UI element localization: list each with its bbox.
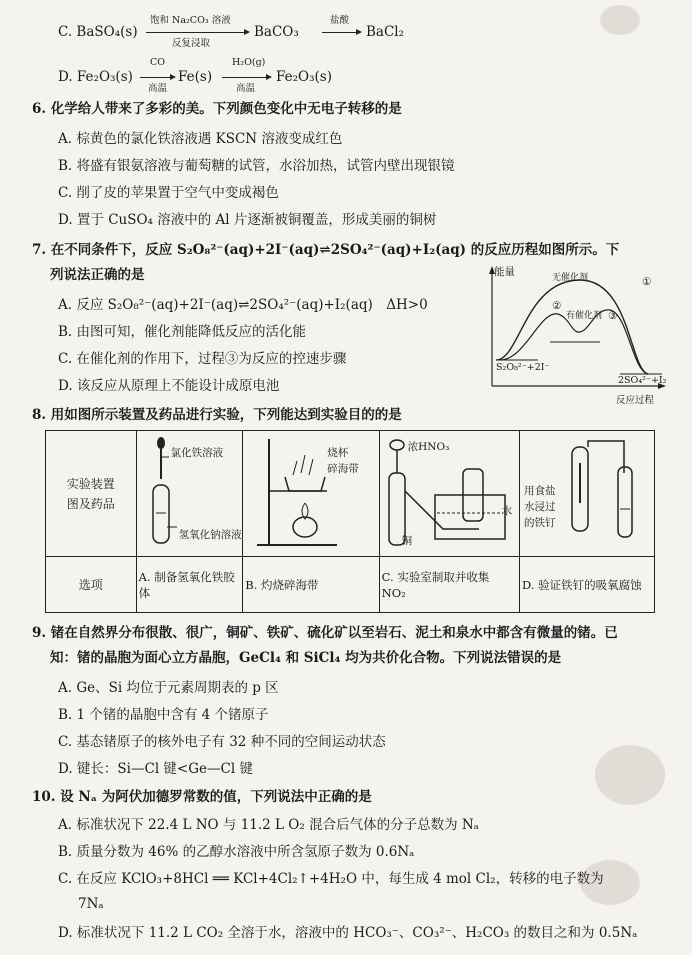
apparatus-c-label2: 水	[501, 505, 513, 517]
apparatus-b	[243, 431, 379, 557]
reaction-c-arrow1-top: 饱和 Na₂CO₃ 溶液	[150, 15, 231, 26]
option-c: C. 削了皮的苹果置于空气中变成褐色	[58, 185, 279, 201]
reaction-arrow	[222, 77, 270, 78]
reaction-arrow	[140, 77, 174, 78]
apparatus-b-label2: 碎海带	[327, 463, 359, 475]
reaction-d-mid: Fe(s)	[178, 69, 213, 85]
burning-seaweed-figure	[247, 433, 375, 551]
option-c: C. 实验室制取并收集 NO₂	[379, 557, 519, 613]
option-d: D. 该反应从原理上不能设计成原电池	[58, 378, 280, 394]
option-a: A. 反应 S₂O₈²⁻(aq)+2I⁻(aq)⇌2SO₄²⁻(aq)+I₂(aq) ΔH>0	[58, 297, 428, 313]
reaction-d-arrow1-top: CO	[150, 57, 166, 68]
option-b: B. 由图可知，催化剂能降低反应的活化能	[58, 324, 307, 340]
question-stem-line2: 列说法正确的是	[50, 267, 145, 283]
curve-mark-2: ②	[552, 300, 562, 312]
option-a: A. 棕黄色的氯化铁溶液遇 KSCN 溶液变成红色	[58, 131, 343, 147]
x-axis-label: 反应过程	[616, 395, 655, 406]
reaction-arrow	[146, 32, 248, 33]
paper-stain	[600, 5, 640, 35]
apparatus-d	[520, 431, 655, 557]
reaction-c-arrow1-bottom: 反复浸取	[172, 38, 211, 49]
reactants-label: S₂O₈²⁻+2I⁻	[496, 362, 550, 373]
reaction-d-end: Fe₂O₃(s)	[276, 69, 332, 85]
option-c: C. 基态锗原子的核外电子有 32 种不同的空间运动状态	[58, 734, 386, 750]
option-d: D. 置于 CuSO₄ 溶液中的 Al 片逐渐被铜覆盖，形成美丽的铜树	[58, 212, 437, 228]
option-a: A. Ge、Si 均位于元素周期表的 p 区	[58, 680, 279, 696]
paper-stain	[595, 745, 665, 805]
reaction-d-arrow1-bottom: 高温	[148, 83, 168, 94]
question-stem-line1: 7. 在不同条件下，反应 S₂O₈²⁻(aq)+2I⁻(aq)⇌2SO₄²⁻(aq)+I₂(aq) 的反应历程如图所示。下	[32, 242, 620, 258]
option-d: D. 键长：Si—Cl 键<Ge—Cl 键	[58, 761, 253, 777]
option-b: B. 将盛有银氨溶液与葡萄糖的试管，水浴加热，试管内壁出现银镜	[58, 158, 455, 174]
option-b: B. 质量分数为 46% 的乙醇水溶液中所含氢原子数为 0.6Nₐ	[58, 844, 415, 860]
question-stem: 8. 用如图所示装置及药品进行实验，下列能达到实验目的的是	[32, 407, 402, 423]
reaction-c-option: C. BaSO₄(s)	[58, 24, 138, 40]
question-stem: 10. 设 Nₐ 为阿伏加德罗常数的值，下列说法中正确的是	[32, 789, 372, 805]
option-c: C. 在催化剂的作用下，过程③为反应的控速步骤	[58, 351, 347, 367]
apparatus-c	[379, 431, 519, 557]
curve-mark-3: ③	[608, 310, 618, 322]
question-stem-line2: 知：锗的晶胞为面心立方晶胞，GeCl₄ 和 SiCl₄ 均为共价化合物。下列说法错误的是	[50, 650, 562, 666]
option-c-line1: C. 在反应 KClO₃+8HCl ══ KCl+4Cl₂↑+4H₂O 中，每生成 4 mol Cl₂，转移的电子数为	[58, 871, 604, 887]
apparatus-a-label2: 氢氧化钠溶液	[178, 529, 242, 541]
options-row	[46, 557, 655, 613]
option-a: A. 制备氢氧化铁胶体	[136, 557, 243, 613]
apparatus-a	[136, 431, 243, 557]
apparatus-d-label1: 用食盐	[524, 485, 556, 497]
experiment-table	[45, 430, 655, 613]
row-header: 实验装置 图及药品	[46, 431, 137, 557]
curve-mark-1: ①	[642, 276, 652, 288]
apparatus-c-label1: 浓HNO₃	[407, 441, 450, 453]
curve1-label: 无催化剂	[552, 273, 589, 283]
apparatus-c-label3: 铜	[401, 535, 413, 547]
option-a: A. 标准状况下 22.4 L NO 与 11.2 L O₂ 混合后气体的分子总数为 Nₐ	[58, 817, 479, 833]
reaction-arrow	[322, 32, 360, 33]
option-d: D. 标准状况下 11.2 L CO₂ 全溶于水，溶液中的 HCO₃⁻、CO₃²⁻、H₂CO₃ 的数目之和为 0.5Nₐ	[58, 925, 638, 941]
question-stem-line1: 9. 锗在自然界分布很散、很广，铜矿、铁矿、硫化矿以至岩石、泥土和泉水中都含有微量的锗。已	[32, 625, 618, 641]
apparatus-d-label2: 水浸过	[524, 501, 556, 513]
option-b: B. 灼烧碎海带	[243, 557, 379, 613]
reaction-c-mid: BaCO₃	[254, 24, 299, 40]
option-d: D. 验证铁钉的吸氧腐蚀	[520, 557, 655, 613]
apparatus-b-label1: 烧杯	[327, 447, 349, 459]
reaction-c-end: BaCl₂	[366, 24, 405, 40]
option-header: 选项	[46, 557, 137, 613]
option-b: B. 1 个锗的晶胞中含有 4 个锗原子	[58, 707, 269, 723]
y-axis-label: 能量	[494, 266, 515, 278]
reaction-d-arrow2-bottom: 高温	[236, 83, 256, 94]
products-label: 2SO₄²⁻+I₂	[618, 375, 667, 386]
reaction-c-arrow2-top: 盐酸	[330, 15, 350, 26]
apparatus-row	[46, 431, 655, 557]
curve2-label: 有催化剂	[566, 311, 603, 321]
option-c-line2: 7Nₐ	[78, 896, 104, 912]
apparatus-d-label3: 的铁钉	[524, 517, 556, 529]
reaction-d-arrow2-top: H₂O(g)	[232, 57, 266, 68]
question-stem: 6. 化学给人带来了多彩的美。下列颜色变化中无电子转移的是	[32, 101, 402, 117]
apparatus-a-label1: 氯化铁溶液	[170, 447, 224, 459]
reaction-d-option: D. Fe₂O₃(s)	[58, 69, 133, 85]
